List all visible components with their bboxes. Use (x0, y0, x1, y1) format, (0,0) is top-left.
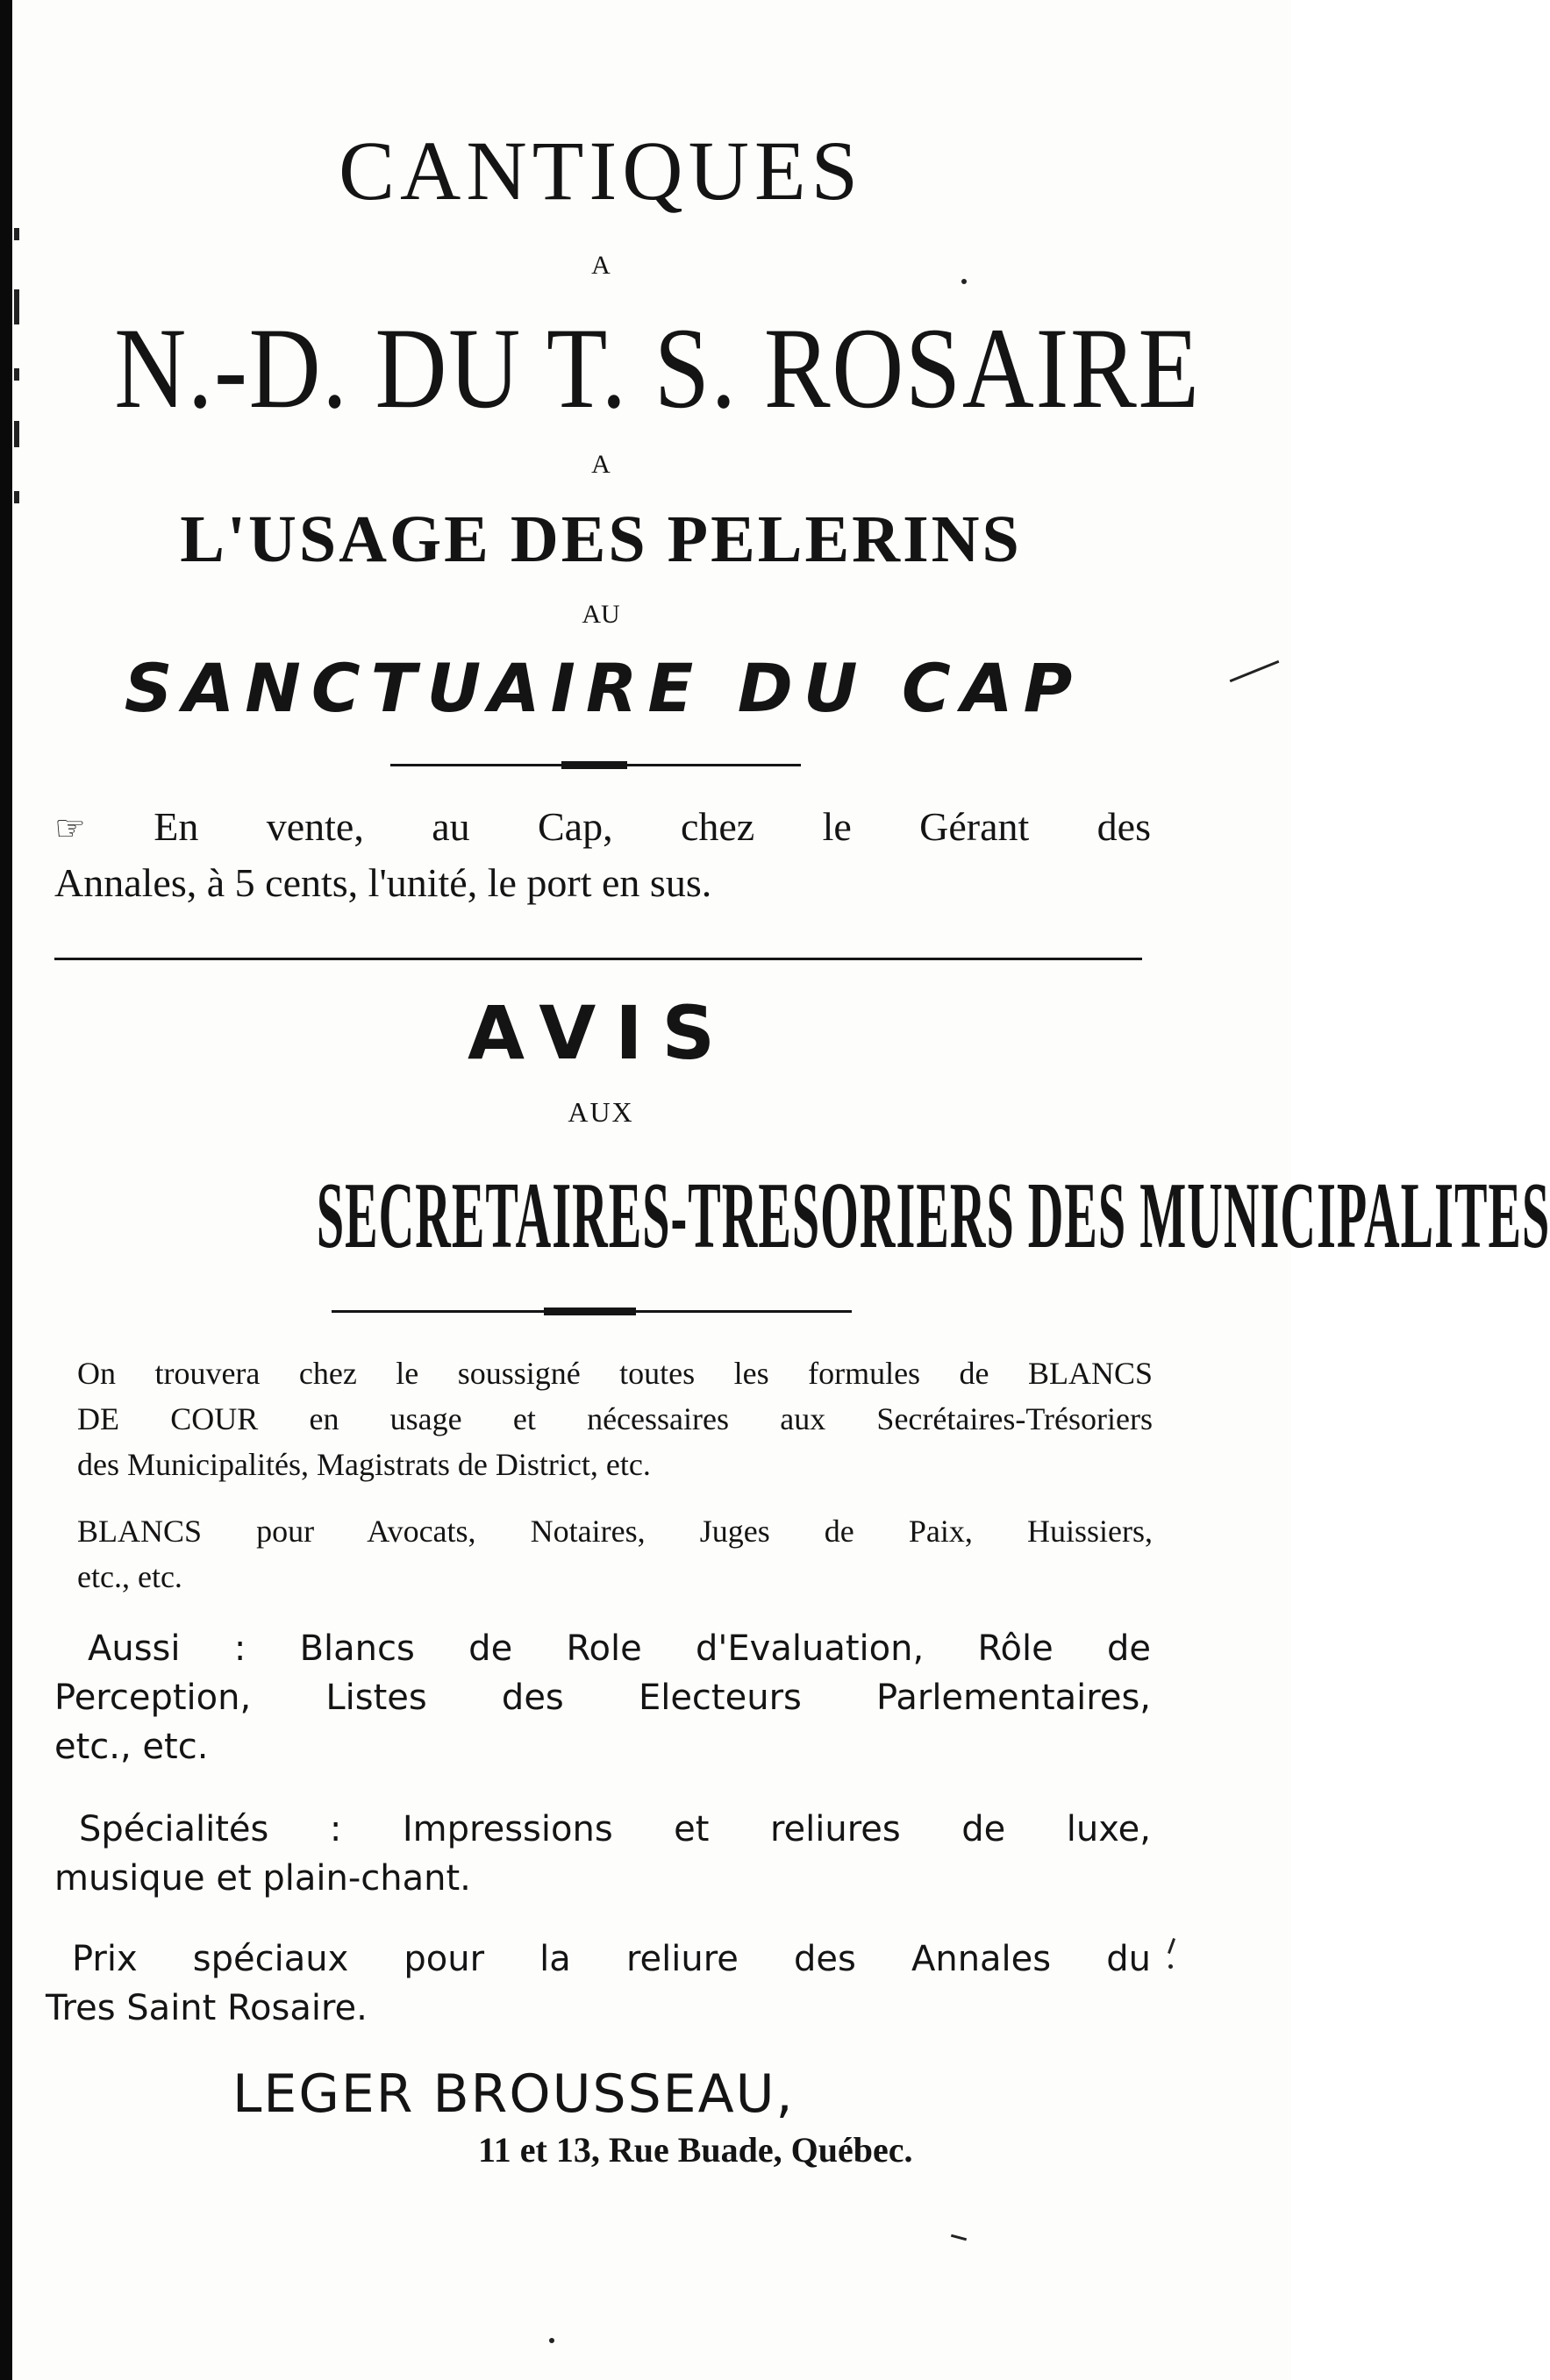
blancs-paragraph (77, 1508, 1153, 1600)
signature-address: 11 et 13, Rue Buade, Québec. (478, 2130, 913, 2170)
divider-ornament (561, 761, 627, 769)
connector-a-2: A (591, 450, 611, 479)
page-binding-edge (0, 0, 12, 2380)
specialites-line-2: musique et plain-chant. (54, 1858, 471, 1899)
section-divider (54, 958, 1142, 960)
scan-speck (1168, 1964, 1173, 1969)
blancs-line-1: BLANCS pour Avocats, Notaires, Juges de Paix, Huissiers, (77, 1514, 1153, 1549)
specialites-paragraph (54, 1805, 1151, 1903)
formules-line-2: DE COUR en usage et nécessaires aux Secrétaires-Trésoriers (77, 1401, 1153, 1436)
scan-speck (951, 2234, 967, 2241)
avis-divider-ornament (544, 1308, 636, 1315)
scan-speck (961, 279, 967, 284)
prix-paragraph (46, 1935, 1151, 2033)
scan-speck (1230, 660, 1280, 682)
formules-paragraph (77, 1350, 1153, 1487)
formules-line-3: des Municipalités, Magistrats de District, etc. (77, 1447, 651, 1482)
sale-notice (54, 800, 1151, 910)
aussi-paragraph (54, 1624, 1151, 1771)
connector-aux: AUX (568, 1096, 634, 1128)
aussi-line-1: Aussi : Blancs de Role d'Evaluation, Rôle de (88, 1628, 1151, 1669)
aussi-line-3: etc., etc. (54, 1727, 209, 1767)
signature-name: LEGER BROUSSEAU, (232, 2063, 795, 2125)
prix-line-2: Tres Saint Rosaire. (46, 1988, 368, 2028)
pointing-hand-icon: ☞ (54, 809, 86, 849)
usage-heading: L'USAGE DES PELERINS (180, 502, 1022, 576)
municipalites-heading: SECRETAIRES-TRESORIERS DES MUNICIPALITES (316, 1164, 1550, 1268)
rosaire-heading: N.-D. DU T. S. ROSAIRE (114, 303, 1201, 432)
aussi-line-2: Perception, Listes des Electeurs Parlementaires, (54, 1678, 1151, 1718)
sale-notice-line-2: Annales, à 5 cents, l'unité, le port en sus. (54, 860, 712, 905)
scan-speck (549, 2338, 554, 2343)
sale-notice-line-1 (54, 800, 1151, 856)
specialites-line-1: Spécialités : Impressions et reliures de luxe, (79, 1809, 1151, 1849)
scan-speck (1168, 1938, 1175, 1954)
sanctuary-heading: SANCTUAIRE DU CAP (124, 649, 1083, 727)
blancs-line-2: etc., etc. (77, 1559, 182, 1594)
binding-edge-marks (12, 0, 21, 2380)
formules-line-1: On trouvera chez le soussigné toutes les formules de BLANCS (77, 1356, 1153, 1391)
prix-line-1: Prix spéciaux pour la reliure des Annales du (72, 1939, 1151, 1979)
sale-notice-text-1: En vente, au Cap, chez le Gérant des (154, 804, 1151, 849)
cantiques-title: CANTIQUES (339, 124, 863, 217)
avis-title: AVIS (467, 990, 735, 1076)
connector-a-1: A (591, 251, 611, 280)
connector-au: AU (582, 600, 620, 629)
